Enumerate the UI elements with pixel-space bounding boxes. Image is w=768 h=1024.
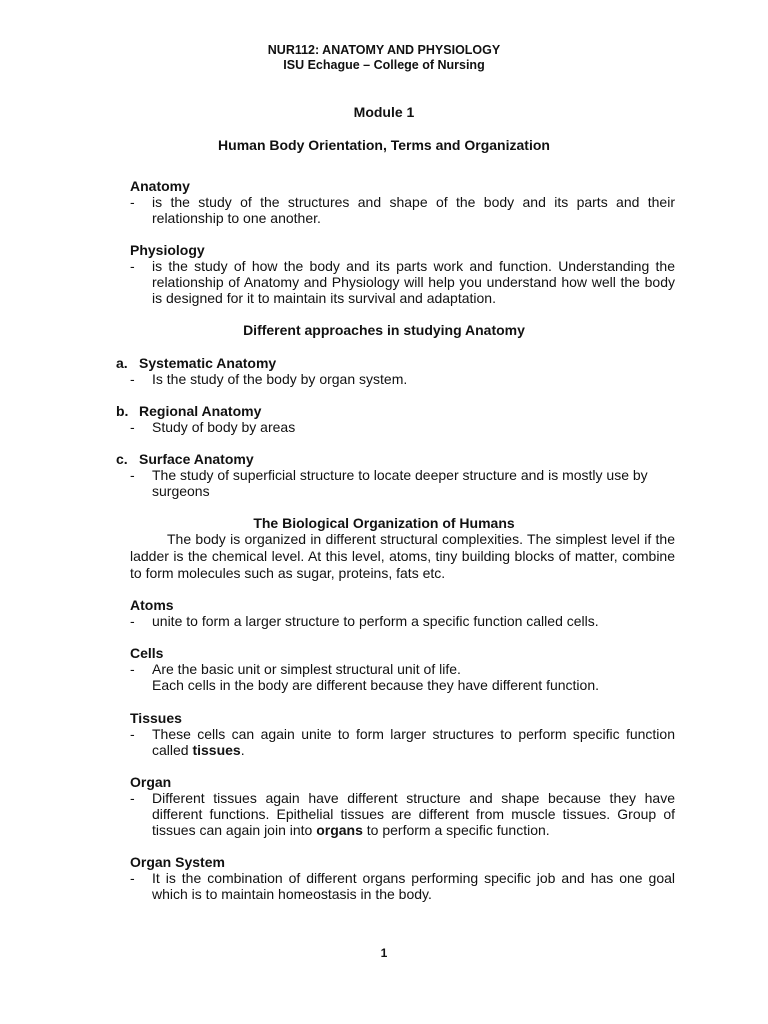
section-anatomy [130, 178, 675, 226]
bullet-text: Are the basic unit or simplest structural unit of life. [152, 661, 461, 677]
section-organ-system [130, 854, 675, 902]
section-heading: Cells [130, 645, 164, 661]
bullet-item [130, 258, 675, 306]
bullet-text: is the study of the structures and shape of the body and its parts and their relationship to one another. [152, 194, 675, 226]
bullet-text: unite to form a larger structure to perform a specific function called cells. [152, 613, 599, 629]
bullet-item [116, 371, 676, 387]
section-organ [130, 774, 675, 838]
dash-marker: - [130, 613, 135, 629]
dash-marker: - [130, 194, 135, 210]
dash-marker: - [130, 258, 135, 274]
section-heading: Physiology [130, 242, 205, 258]
approach-regional [116, 403, 676, 435]
bullet-text: Study of body by areas [152, 419, 296, 435]
bullet-item [116, 467, 676, 499]
section-heading: Anatomy [130, 178, 190, 194]
bullet-item [130, 194, 675, 226]
section-heading: Organ [130, 774, 172, 790]
section-heading: Atoms [130, 597, 174, 613]
bullet-item [130, 870, 675, 902]
section-physiology [130, 242, 675, 306]
dash-marker: - [130, 371, 135, 387]
bold-term: tissues [192, 742, 241, 758]
dash-marker: - [130, 419, 135, 435]
dash-marker: - [130, 467, 135, 483]
approaches-heading: Different approaches in studying Anatomy [243, 322, 525, 338]
section-atoms [130, 597, 675, 629]
dash-marker: - [130, 726, 135, 742]
approach-heading: Systematic Anatomy [139, 355, 277, 371]
bullet-item [130, 613, 675, 629]
continuation-text: Each cells in the body are different because they have different function. [152, 677, 599, 693]
bullet-item [116, 419, 676, 435]
biological-paragraph [130, 531, 675, 582]
page-number: 1 [380, 946, 388, 960]
item-letter: c. [116, 451, 128, 467]
approach-surface [116, 451, 676, 499]
bullet-text: The study of superficial structure to locate deeper structure and is mostly use by surgeons [152, 467, 648, 499]
item-letter: b. [116, 403, 129, 419]
section-cells [130, 645, 675, 693]
course-title: NUR112: ANATOMY AND PHYSIOLOGY [267, 43, 501, 57]
item-letter: a. [116, 355, 128, 371]
approach-heading: Surface Anatomy [139, 451, 254, 467]
approach-systematic [116, 355, 676, 387]
school-name: ISU Echague – College of Nursing [283, 58, 485, 72]
dash-marker: - [130, 661, 135, 677]
biological-heading: The Biological Organization of Humans [253, 515, 515, 531]
dash-marker: - [130, 870, 135, 886]
bullet-text: It is the combination of different organs performing specific job and has one goal which is to maintain homeostasis in the body. [152, 870, 675, 902]
bold-term: organs [316, 822, 363, 838]
bullet-text: is the study of how the body and its parts work and function. Understanding the relationship of Anatomy and Physiology will help you understand how well the body is designed for it to maintain its survival and adaptation. [152, 258, 675, 306]
section-heading: Tissues [130, 710, 182, 726]
bullet-text: Is the study of the body by organ system. [152, 371, 408, 387]
section-tissues [130, 710, 675, 758]
paragraph-text: The body is organized in different structural complexities. The simplest level if the ladder is the chemical level. At this level, atoms, tiny building blocks of matter, combine to form molecules such as sugar, proteins, fats etc. [130, 531, 675, 581]
page-title: Human Body Orientation, Terms and Organization [218, 137, 550, 153]
document-header [0, 43, 768, 73]
bullet-item [130, 790, 675, 838]
bullet-item [130, 726, 675, 758]
bullet-text: These cells can again unite to form larger structures to perform specific function called tissues. [152, 726, 675, 758]
approach-heading: Regional Anatomy [139, 403, 262, 419]
bullet-text: Different tissues again have different structure and shape because they have different functions. Epithelial tissues are different from muscle tissues. Group of tissues can again join into organs to perform a specific function. [152, 790, 675, 838]
section-heading: Organ System [130, 854, 225, 870]
dash-marker: - [130, 790, 135, 806]
bullet-item [130, 661, 675, 677]
module-label: Module 1 [353, 104, 415, 120]
